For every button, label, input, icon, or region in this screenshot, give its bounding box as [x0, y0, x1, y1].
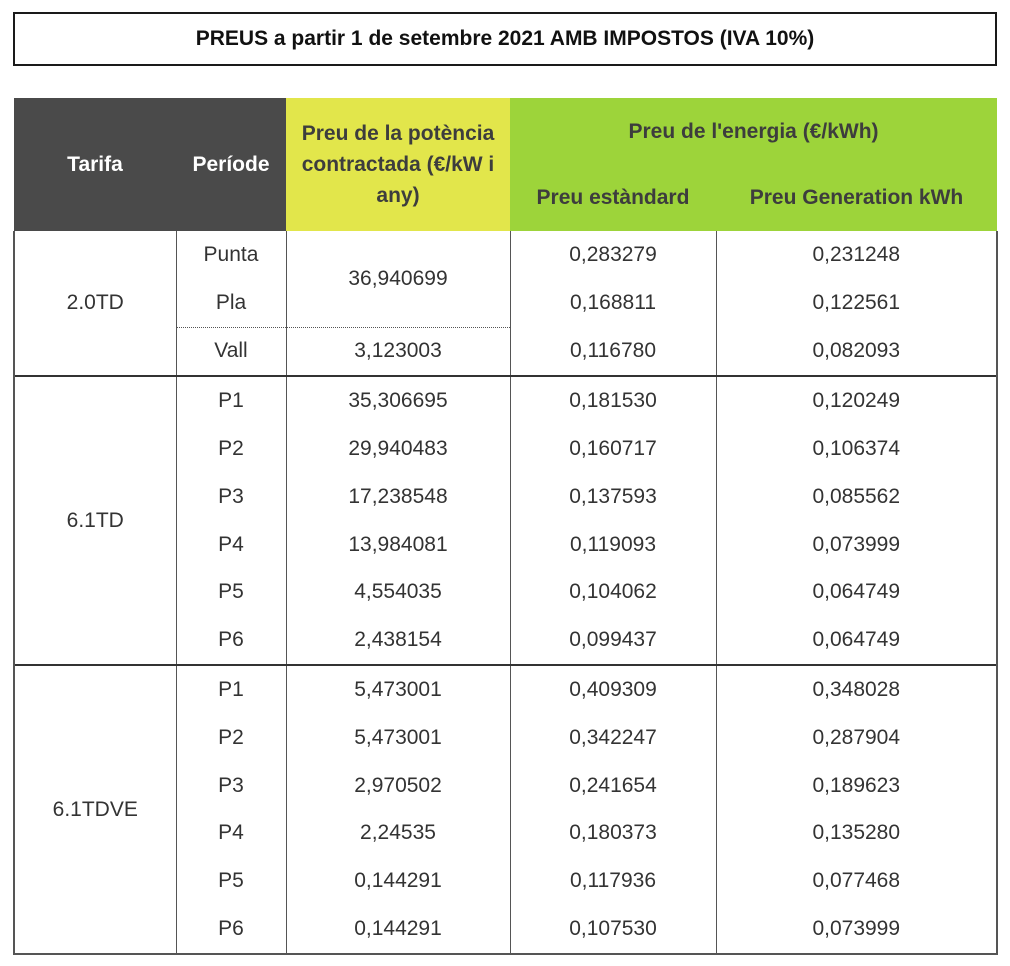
preu-estandard-cell: 0,342247: [510, 714, 716, 762]
preu-estandard-cell: 0,241654: [510, 762, 716, 810]
potencia-cell: 5,473001: [286, 665, 510, 714]
preu-generation-cell: 0,120249: [716, 376, 997, 425]
preu-estandard-cell: 0,283279: [510, 231, 716, 279]
periode-cell: P2: [176, 425, 286, 473]
preu-estandard-cell: 0,116780: [510, 327, 716, 376]
header-generation: Preu Generation kWh: [716, 165, 997, 231]
periode-cell: Pla: [176, 279, 286, 327]
preu-estandard-cell: 0,160717: [510, 425, 716, 473]
preu-generation-cell: 0,189623: [716, 762, 997, 810]
preu-estandard-cell: 0,117936: [510, 857, 716, 905]
preu-estandard-cell: 0,099437: [510, 616, 716, 665]
header-energia: Preu de l'energia (€/kWh): [510, 98, 997, 165]
preu-generation-cell: 0,106374: [716, 425, 997, 473]
periode-cell: P1: [176, 376, 286, 425]
potencia-cell: 0,144291: [286, 857, 510, 905]
potencia-cell: 4,554035: [286, 569, 510, 617]
potencia-cell: 36,940699: [286, 231, 510, 327]
potencia-cell: 3,123003: [286, 327, 510, 376]
periode-cell: P5: [176, 857, 286, 905]
preu-estandard-cell: 0,180373: [510, 810, 716, 858]
preu-generation-cell: 0,122561: [716, 279, 997, 327]
periode-cell: P4: [176, 521, 286, 569]
potencia-cell: 5,473001: [286, 714, 510, 762]
preu-estandard-cell: 0,409309: [510, 665, 716, 714]
preu-generation-cell: 0,287904: [716, 714, 997, 762]
periode-cell: P4: [176, 810, 286, 858]
potencia-cell: 0,144291: [286, 905, 510, 954]
page-title-text: PREUS a partir 1 de setembre 2021 AMB IMPOSTOS (IVA 10%): [195, 27, 815, 50]
table-body: [14, 231, 997, 954]
potencia-cell: 2,24535: [286, 810, 510, 858]
page-title: [13, 12, 997, 66]
preu-generation-cell: 0,077468: [716, 857, 997, 905]
table-row: [14, 376, 997, 425]
preu-generation-cell: 0,085562: [716, 473, 997, 521]
periode-cell: P3: [176, 762, 286, 810]
periode-cell: Punta: [176, 231, 286, 279]
preu-generation-cell: 0,073999: [716, 905, 997, 954]
header-tarifa: Tarifa: [14, 98, 176, 231]
price-table: [13, 98, 998, 955]
periode-cell: P5: [176, 569, 286, 617]
periode-cell: P1: [176, 665, 286, 714]
potencia-cell: 2,438154: [286, 616, 510, 665]
preu-generation-cell: 0,064749: [716, 569, 997, 617]
tarifa-cell: 6.1TD: [14, 376, 176, 665]
periode-cell: Vall: [176, 327, 286, 376]
header-periode: Període: [176, 98, 286, 231]
periode-cell: P6: [176, 616, 286, 665]
periode-cell: P6: [176, 905, 286, 954]
header-potencia: Preu de la potència contractada (€/kW i any): [286, 98, 510, 231]
periode-cell: P3: [176, 473, 286, 521]
potencia-cell: 29,940483: [286, 425, 510, 473]
table-row: [14, 665, 997, 714]
preu-estandard-cell: 0,119093: [510, 521, 716, 569]
preu-generation-cell: 0,073999: [716, 521, 997, 569]
potencia-cell: 17,238548: [286, 473, 510, 521]
table-row: [14, 231, 997, 279]
potencia-cell: 2,970502: [286, 762, 510, 810]
header-estandard: Preu estàndard: [510, 165, 716, 231]
preu-generation-cell: 0,064749: [716, 616, 997, 665]
preu-estandard-cell: 0,107530: [510, 905, 716, 954]
preu-estandard-cell: 0,104062: [510, 569, 716, 617]
preu-estandard-cell: 0,137593: [510, 473, 716, 521]
preu-estandard-cell: 0,181530: [510, 376, 716, 425]
preu-estandard-cell: 0,168811: [510, 279, 716, 327]
tarifa-cell: 6.1TDVE: [14, 665, 176, 954]
potencia-cell: 35,306695: [286, 376, 510, 425]
preu-generation-cell: 0,348028: [716, 665, 997, 714]
periode-cell: P2: [176, 714, 286, 762]
preu-generation-cell: 0,082093: [716, 327, 997, 376]
potencia-cell: 13,984081: [286, 521, 510, 569]
preu-generation-cell: 0,135280: [716, 810, 997, 858]
tarifa-cell: 2.0TD: [14, 231, 176, 376]
preu-generation-cell: 0,231248: [716, 231, 997, 279]
